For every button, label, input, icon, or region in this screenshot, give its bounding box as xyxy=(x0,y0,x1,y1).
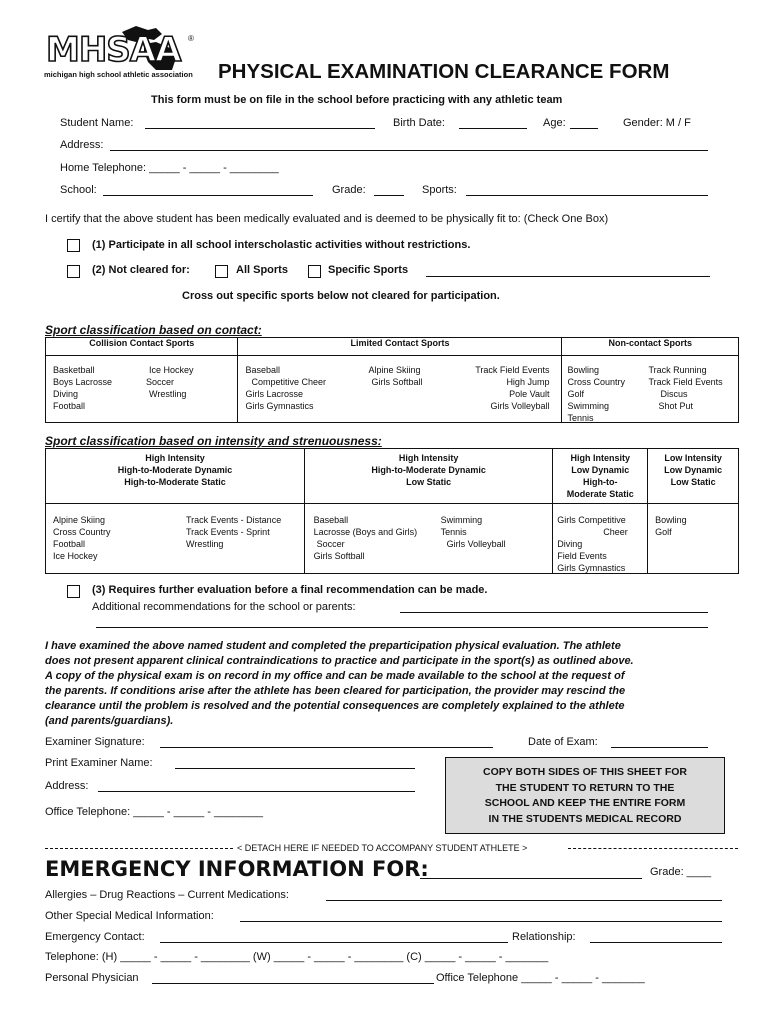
gender-label: Gender: M / F xyxy=(623,117,691,129)
special-medical-label: Other Special Medical Information: xyxy=(45,910,214,922)
address-label: Address: xyxy=(60,139,104,151)
emergency-contact-field[interactable] xyxy=(160,942,508,943)
sport-item: Tennis xyxy=(440,527,467,537)
sport-item: Swimming xyxy=(440,515,483,525)
emergency-contact-label: Emergency Contact: xyxy=(45,931,145,943)
contact-classification-table xyxy=(45,337,739,423)
logo-tagline: michigan high school athletic association xyxy=(44,70,193,79)
sport-item: Bowling xyxy=(655,515,687,525)
sport-item: Lacrosse (Boys and Girls) xyxy=(313,527,418,537)
limited-header: Limited Contact Sports xyxy=(238,338,562,356)
sport-item: Ice Hockey xyxy=(53,551,98,561)
print-examiner-name-field[interactable] xyxy=(175,768,415,769)
sport-item: Diving xyxy=(53,389,79,399)
sport-item: Football xyxy=(53,401,86,411)
sport-item: Field Events xyxy=(557,551,607,561)
intensity-header-3 xyxy=(553,449,648,504)
sport-item: Football xyxy=(53,539,86,549)
sport-item: High-to- xyxy=(583,477,618,487)
grade-field[interactable] xyxy=(374,195,404,196)
sport-item: Girls Volleyball xyxy=(490,401,550,411)
option-2-checkbox[interactable] xyxy=(67,265,80,278)
page-title: PHYSICAL EXAMINATION CLEARANCE FORM xyxy=(218,60,670,83)
sport-item: Boys Lacrosse xyxy=(53,377,113,387)
additional-recommendations-field-2[interactable] xyxy=(96,627,708,628)
sport-item: Tennis xyxy=(567,413,594,423)
intensity-table-heading: Sport classification based on intensity and strenuousness: xyxy=(45,434,382,448)
sport-item: Girls Gymnastics xyxy=(245,401,314,411)
all-sports-checkbox[interactable] xyxy=(215,265,228,278)
sport-item: High Intensity xyxy=(145,453,205,463)
sport-item: Competitive Cheer xyxy=(251,377,326,387)
sport-item: Diving xyxy=(557,539,583,549)
sport-item: Cross Country xyxy=(53,527,111,537)
sport-item: Soccer xyxy=(316,539,345,549)
examiner-signature-label: Examiner Signature: xyxy=(45,736,145,748)
option-2-label: (2) Not cleared for: xyxy=(92,264,190,276)
option-1-checkbox[interactable] xyxy=(67,239,80,252)
sport-item: Girls Softball xyxy=(371,377,423,387)
collision-header: Collision Contact Sports xyxy=(46,338,238,356)
sport-item: High-to-Moderate Static xyxy=(124,477,226,487)
sport-item: High Intensity xyxy=(570,453,630,463)
office-telephone-label[interactable]: Office Telephone: _____ - _____ - ________ xyxy=(45,806,263,818)
sport-item: Moderate Static xyxy=(566,489,634,499)
intensity-header-1 xyxy=(46,449,305,504)
sport-item: Alpine Skiing xyxy=(368,365,421,375)
limited-sports-cell xyxy=(238,356,562,423)
sport-item: Pole Vault xyxy=(509,389,550,399)
detach-line-right xyxy=(568,848,738,849)
birth-date-field[interactable] xyxy=(459,128,527,129)
grade-label: Grade: xyxy=(332,184,366,196)
sport-item: Girls Gymnastics xyxy=(557,563,626,573)
sport-item: Track Events - Sprint xyxy=(186,527,270,537)
age-label: Age: xyxy=(543,117,566,129)
date-of-exam-field[interactable] xyxy=(611,747,708,748)
sport-item: Baseball xyxy=(313,515,349,525)
intensity-cell-1 xyxy=(46,504,305,574)
age-field[interactable] xyxy=(570,128,598,129)
emergency-name-field[interactable] xyxy=(420,878,642,879)
relationship-label: Relationship: xyxy=(512,931,576,943)
sport-item: Low Static xyxy=(406,477,452,487)
sport-item: Soccer xyxy=(146,377,175,387)
sport-item: Shot Put xyxy=(658,401,693,411)
option-1-label: (1) Participate in all school interscholastic activities without restrictions. xyxy=(92,239,471,251)
specific-sports-label: Specific Sports xyxy=(328,264,409,276)
school-field[interactable] xyxy=(103,195,313,196)
emergency-grade-label: Grade: ____ xyxy=(650,866,712,878)
intensity-header-2 xyxy=(304,449,553,504)
registered-mark: ® xyxy=(188,34,194,43)
address-field[interactable] xyxy=(110,150,708,151)
examiner-signature-field[interactable] xyxy=(160,747,493,748)
sport-item: Track Events - Distance xyxy=(186,515,282,525)
sport-item: High Jump xyxy=(506,377,550,387)
option-3-label: (3) Requires further evaluation before a final recommendation can be made. xyxy=(92,584,488,596)
sport-item: Cheer xyxy=(603,527,628,537)
sport-item: Girls Lacrosse xyxy=(245,389,303,399)
home-telephone-label[interactable]: Home Telephone: _____ - _____ - ________ xyxy=(60,162,279,174)
allergies-label: Allergies – Drug Reactions – Current Medications: xyxy=(45,889,289,901)
additional-recommendations-field-1[interactable] xyxy=(400,612,708,613)
sport-item: Low Dynamic xyxy=(571,465,630,475)
personal-physician-label: Personal Physician xyxy=(45,972,139,984)
sport-item: High-to-Moderate Dynamic xyxy=(371,465,486,475)
option-3-checkbox[interactable] xyxy=(67,585,80,598)
personal-physician-field[interactable] xyxy=(152,983,434,984)
sport-item: Alpine Skiing xyxy=(53,515,106,525)
sport-item: High Intensity xyxy=(398,453,459,463)
sport-item: Baseball xyxy=(245,365,280,375)
noncontact-header: Non-contact Sports xyxy=(562,338,739,356)
sports-field[interactable] xyxy=(466,195,708,196)
sport-item: Low Intensity xyxy=(664,453,722,463)
form-subtitle: This form must be on file in the school before practicing with any athletic team xyxy=(151,94,563,106)
emergency-telephone-label[interactable]: Telephone: (H) _____ - _____ - ________ (W) _____ - _____ - ________ (C) _____ - _____ - _______ xyxy=(45,951,549,963)
sport-item: Bowling xyxy=(567,365,599,375)
additional-recommendations-label: Additional recommendations for the school or parents: xyxy=(92,601,356,613)
sport-item: Low Static xyxy=(670,477,716,487)
sport-item: Track Running xyxy=(648,365,707,375)
certify-statement: I certify that the above student has been medically evaluated and is deemed to be physically fit to: (Check One Box) xyxy=(45,213,609,225)
special-medical-field[interactable] xyxy=(240,921,722,922)
collision-sports-cell xyxy=(46,356,238,423)
sport-item: Track Field Events xyxy=(475,365,550,375)
intensity-cell-3 xyxy=(553,504,648,574)
sport-item: High-to-Moderate Dynamic xyxy=(117,465,233,475)
logo-letters: MHSAA xyxy=(46,30,181,70)
sport-item: Track Field Events xyxy=(648,377,723,387)
sport-item: Golf xyxy=(567,389,584,399)
sport-item: Girls Competitive xyxy=(557,515,626,525)
examiner-address-label: Address: xyxy=(45,780,89,792)
all-sports-label: All Sports xyxy=(236,264,288,276)
detach-line-left xyxy=(45,848,233,849)
birth-date-label: Birth Date: xyxy=(393,117,445,129)
sport-item: Discus xyxy=(660,389,688,399)
sport-item: Girls Volleyball xyxy=(446,539,506,549)
sport-item: Golf xyxy=(655,527,672,537)
detach-label: < DETACH HERE IF NEEDED TO ACCOMPANY STUDENT ATHLETE > xyxy=(237,843,528,853)
copy-notice-box: COPY BOTH SIDES OF THIS SHEET FOR THE STUDENT TO RETURN TO THE SCHOOL AND KEEP THE ENTIRE FORM IN THE STUDENTS MEDICAL RECORD xyxy=(445,757,725,834)
sport-item: Basketball xyxy=(53,365,95,375)
physician-office-telephone-label[interactable]: Office Telephone _____ - _____ - _______ xyxy=(436,972,645,984)
sport-item: Swimming xyxy=(567,401,609,411)
intensity-cell-2 xyxy=(304,504,553,574)
school-label: School: xyxy=(60,184,97,196)
allergies-field[interactable] xyxy=(326,900,722,901)
student-name-field[interactable] xyxy=(145,128,375,129)
emergency-title: EMERGENCY INFORMATION FOR: xyxy=(45,857,429,881)
specific-sports-field[interactable] xyxy=(426,276,710,277)
examiner-address-field[interactable] xyxy=(98,791,415,792)
sport-item: Low Dynamic xyxy=(664,465,723,475)
intensity-cell-4 xyxy=(648,504,739,574)
sport-item: Girls Softball xyxy=(313,551,365,561)
sport-item: Wrestling xyxy=(186,539,224,549)
print-examiner-name-label: Print Examiner Name: xyxy=(45,757,153,769)
intensity-header-4 xyxy=(648,449,739,504)
sport-item: Cross Country xyxy=(567,377,625,387)
student-name-label: Student Name: xyxy=(60,117,134,129)
sports-label: Sports: xyxy=(422,184,457,196)
noncontact-sports-cell xyxy=(562,356,739,423)
cross-out-note: Cross out specific sports below not cleared for participation. xyxy=(182,290,500,302)
specific-sports-checkbox[interactable] xyxy=(308,265,321,278)
sport-item: Ice Hockey xyxy=(149,365,194,375)
relationship-field[interactable] xyxy=(590,942,722,943)
date-of-exam-label: Date of Exam: xyxy=(528,736,598,748)
intensity-classification-table xyxy=(45,448,739,574)
contact-table-heading: Sport classification based on contact: xyxy=(45,323,262,337)
logo xyxy=(44,24,204,84)
sport-item: Wrestling xyxy=(149,389,187,399)
